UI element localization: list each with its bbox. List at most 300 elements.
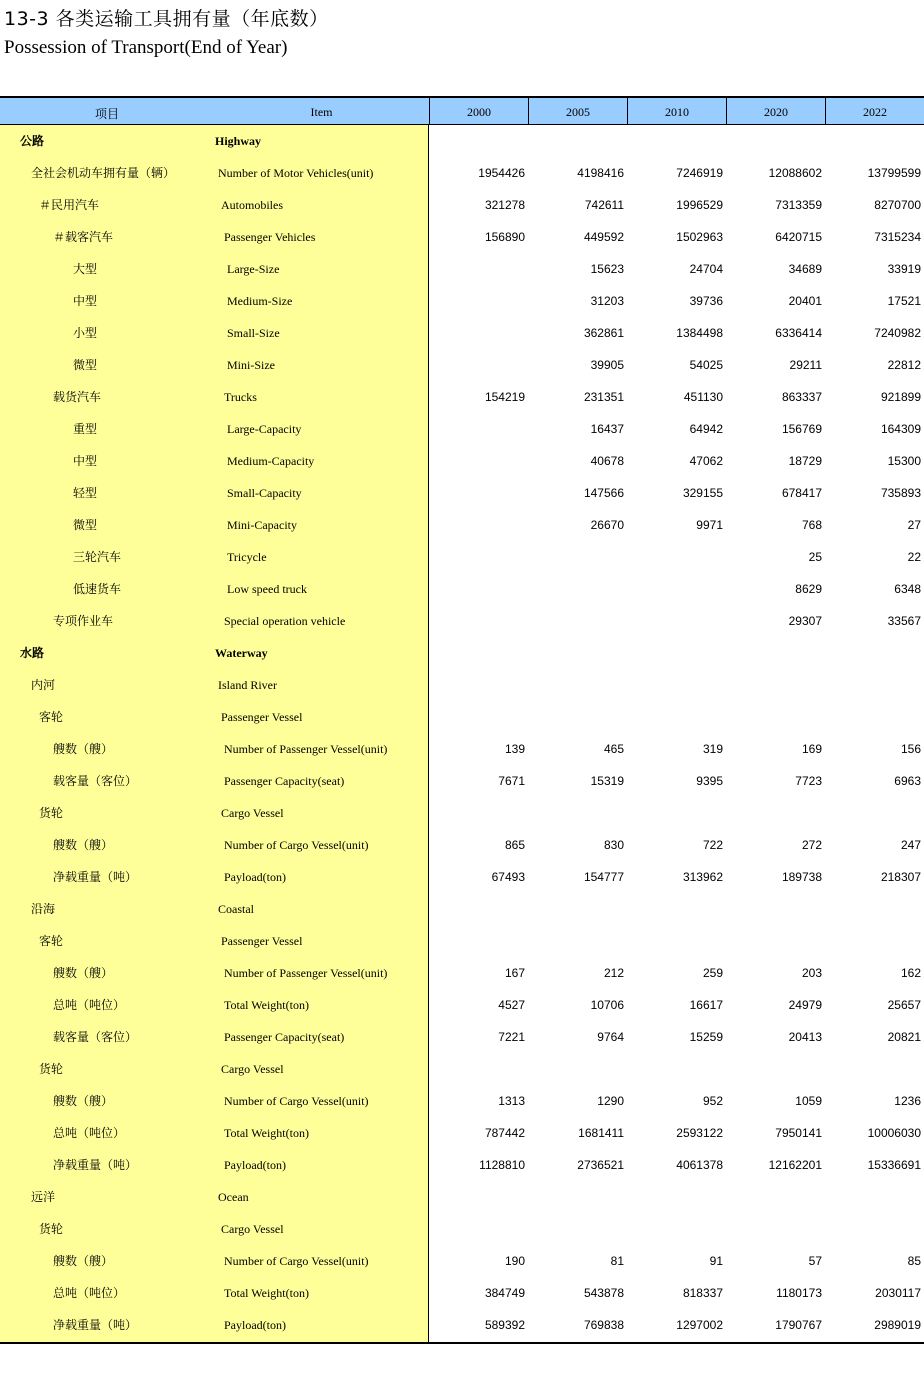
- table-title-cn: 13-3 各类运输工具拥有量（年底数）: [4, 8, 329, 30]
- cell-value-2005: [529, 1053, 624, 1085]
- table-row: [0, 893, 924, 925]
- cell-value-2000: [430, 477, 525, 509]
- row-label-cn: 货轮: [39, 806, 64, 820]
- cell-value-2022: 22: [907, 550, 921, 564]
- row-label-en: Number of Motor Vehicles(unit): [218, 166, 374, 180]
- cell-value-2010: 16617: [689, 998, 723, 1012]
- row-label-en: Total Weight(ton): [224, 1286, 309, 1300]
- row-label-en: Total Weight(ton): [224, 1126, 309, 1140]
- row-label-cn: 艘数（艘）: [53, 966, 114, 980]
- header-year: 2020: [726, 98, 825, 125]
- cell-value-2000: 190: [504, 1254, 525, 1268]
- row-label-en: Passenger Capacity(seat): [224, 774, 345, 788]
- cell-value-2000: [430, 701, 525, 733]
- cell-value-2010: 64942: [689, 422, 723, 436]
- row-label-en: Mini-Size: [227, 358, 275, 372]
- cell-value-2010: [628, 605, 723, 637]
- cell-value-2000: [430, 317, 525, 349]
- cell-value-2020: 20413: [788, 1030, 822, 1044]
- cell-value-2022: 162: [900, 966, 921, 980]
- cell-value-2022: 15336691: [867, 1158, 921, 1172]
- cell-value-2010: 952: [702, 1094, 723, 1108]
- cell-value-2020: 7723: [795, 774, 822, 788]
- table-row: [0, 637, 924, 669]
- table-row: [0, 765, 924, 797]
- table-row: [0, 125, 924, 157]
- header-year: 2022: [825, 98, 924, 125]
- table-row: [0, 509, 924, 541]
- cell-value-2020: 29211: [789, 358, 822, 372]
- cell-value-2000: [430, 925, 525, 957]
- cell-value-2010: [628, 925, 723, 957]
- cell-value-2010: 818337: [682, 1286, 723, 1300]
- cell-value-2010: 451130: [683, 390, 723, 404]
- table-row: [0, 669, 924, 701]
- row-label-cn: 内河: [31, 678, 56, 692]
- cell-value-2000: 1313: [498, 1094, 525, 1108]
- cell-value-2022: 7315234: [874, 230, 921, 244]
- cell-value-2005: [529, 1213, 624, 1245]
- cell-value-2005: 154777: [583, 870, 624, 884]
- row-label-cn: 总吨（吨位）: [53, 998, 126, 1012]
- table-row: [0, 445, 924, 477]
- cell-value-2010: [628, 573, 723, 605]
- row-label-en: Payload(ton): [224, 1158, 286, 1172]
- row-label-cn: 艘数（艘）: [53, 1254, 114, 1268]
- cell-value-2000: [430, 541, 525, 573]
- row-label-en: Total Weight(ton): [224, 998, 309, 1012]
- row-label-cn: 重型: [73, 422, 98, 436]
- row-label-cn: 微型: [73, 358, 98, 372]
- table-row: [0, 605, 924, 637]
- cell-value-2005: [529, 605, 624, 637]
- cell-value-2020: 6336414: [775, 326, 822, 340]
- table-row: [0, 381, 924, 413]
- cell-value-2005: 147566: [583, 486, 624, 500]
- cell-value-2020: 156769: [781, 422, 822, 436]
- row-label-en: Small-Size: [227, 326, 280, 340]
- cell-value-2005: 26670: [590, 518, 624, 532]
- cell-value-2020: 7313359: [775, 198, 822, 212]
- cell-value-2022: [826, 1181, 921, 1213]
- row-label-cn: 全社会机动车拥有量（辆）: [31, 166, 176, 180]
- table-row: [0, 1245, 924, 1277]
- row-label-en: Number of Cargo Vessel(unit): [224, 838, 369, 852]
- cell-value-2022: 25657: [887, 998, 921, 1012]
- table-row: [0, 477, 924, 509]
- row-label-en: Cargo Vessel: [221, 1222, 284, 1236]
- cell-value-2022: [826, 701, 921, 733]
- cell-value-2010: [628, 541, 723, 573]
- cell-value-2000: 1954426: [478, 166, 525, 180]
- cell-value-2022: 13799599: [867, 166, 921, 180]
- cell-value-2005: 10706: [590, 998, 624, 1012]
- cell-value-2022: 85: [907, 1254, 921, 1268]
- cell-value-2005: 40678: [590, 454, 624, 468]
- cell-value-2020: [727, 1053, 822, 1085]
- cell-value-2010: 319: [702, 742, 723, 756]
- cell-value-2022: 27: [907, 518, 921, 532]
- table-row: [0, 1277, 924, 1309]
- cell-value-2000: 589392: [484, 1318, 525, 1332]
- row-label-cn: ＃民用汽车: [39, 198, 100, 212]
- row-label-cn: ＃载客汽车: [53, 230, 114, 244]
- row-label-cn: 中型: [73, 454, 98, 468]
- row-label-cn: 公路: [20, 134, 45, 148]
- cell-value-2020: [727, 701, 822, 733]
- table-row: [0, 1149, 924, 1181]
- cell-value-2010: 39736: [689, 294, 723, 308]
- header-year: 2005: [528, 98, 627, 125]
- cell-value-2010: 91: [709, 1254, 723, 1268]
- cell-value-2005: 1681411: [578, 1126, 624, 1140]
- table-row: [0, 221, 924, 253]
- cell-value-2022: 921899: [880, 390, 921, 404]
- row-label-cn: 轻型: [73, 486, 98, 500]
- row-label-en: Number of Cargo Vessel(unit): [224, 1094, 369, 1108]
- cell-value-2000: 139: [504, 742, 525, 756]
- cell-value-2010: 15259: [689, 1030, 723, 1044]
- row-label-en: Trucks: [224, 390, 257, 404]
- cell-value-2022: 6348: [894, 582, 921, 596]
- cell-value-2022: [826, 1213, 921, 1245]
- cell-value-2010: 329155: [682, 486, 723, 500]
- cell-value-2010: 4061378: [676, 1158, 723, 1172]
- cell-value-2005: 449592: [583, 230, 624, 244]
- cell-value-2020: [727, 637, 822, 669]
- cell-value-2022: 2989019: [874, 1318, 921, 1332]
- row-label-en: Number of Passenger Vessel(unit): [224, 966, 388, 980]
- cell-value-2010: [628, 797, 723, 829]
- header-item-en: Item: [310, 105, 333, 119]
- cell-value-2000: 865: [504, 838, 525, 852]
- cell-value-2020: [727, 125, 822, 157]
- cell-value-2000: 384749: [484, 1286, 525, 1300]
- header-item-cn: 项目: [94, 107, 119, 121]
- row-label-cn: 净载重量（吨）: [53, 870, 138, 884]
- cell-value-2020: [727, 669, 822, 701]
- cell-value-2005: 9764: [597, 1030, 624, 1044]
- cell-value-2010: 7246919: [676, 166, 723, 180]
- cell-value-2022: 2030117: [875, 1286, 921, 1300]
- row-label-cn: 艘数（艘）: [53, 838, 114, 852]
- cell-value-2022: 247: [900, 838, 921, 852]
- cell-value-2005: [529, 701, 624, 733]
- row-label-cn: 艘数（艘）: [53, 742, 114, 756]
- row-label-cn: 总吨（吨位）: [53, 1286, 126, 1300]
- cell-value-2000: [430, 1181, 525, 1213]
- cell-value-2020: 1180173: [776, 1286, 822, 1300]
- cell-value-2000: [430, 637, 525, 669]
- cell-value-2022: 22812: [887, 358, 921, 372]
- row-label-en: Island River: [218, 678, 277, 692]
- table-row: [0, 157, 924, 189]
- table-row: [0, 1053, 924, 1085]
- cell-value-2000: 156890: [484, 230, 525, 244]
- cell-value-2020: 169: [801, 742, 822, 756]
- row-label-en: Cargo Vessel: [221, 1062, 284, 1076]
- row-label-en: Number of Passenger Vessel(unit): [224, 742, 388, 756]
- cell-value-2020: [727, 1181, 822, 1213]
- cell-value-2022: [826, 125, 921, 157]
- cell-value-2020: 863337: [781, 390, 822, 404]
- cell-value-2020: 18729: [788, 454, 822, 468]
- row-label-en: Cargo Vessel: [221, 806, 284, 820]
- cell-value-2010: [628, 1181, 723, 1213]
- table-row: [0, 989, 924, 1021]
- cell-value-2020: 29307: [788, 614, 822, 628]
- cell-value-2005: 742611: [584, 198, 624, 212]
- cell-value-2005: 4198416: [577, 166, 624, 180]
- row-label-cn: 远洋: [31, 1190, 56, 1204]
- table-row: [0, 349, 924, 381]
- row-label-cn: 中型: [73, 294, 98, 308]
- cell-value-2022: 8270700: [874, 198, 921, 212]
- table-row: [0, 541, 924, 573]
- cell-value-2005: [529, 637, 624, 669]
- cell-value-2005: 543878: [583, 1286, 624, 1300]
- cell-value-2005: 15623: [590, 262, 624, 276]
- row-label-en: Mini-Capacity: [227, 518, 297, 532]
- cell-value-2010: 313962: [682, 870, 723, 884]
- cell-value-2000: [430, 349, 525, 381]
- cell-value-2010: 47062: [689, 454, 723, 468]
- table-row: [0, 1181, 924, 1213]
- table-row: [0, 733, 924, 765]
- cell-value-2010: 9395: [696, 774, 723, 788]
- cell-value-2010: 54025: [689, 358, 723, 372]
- row-label-cn: 小型: [73, 326, 98, 340]
- table-row: [0, 701, 924, 733]
- table-row: [0, 189, 924, 221]
- row-label-en: Special operation vehicle: [224, 614, 346, 628]
- row-label-en: Payload(ton): [224, 870, 286, 884]
- cell-value-2020: [727, 893, 822, 925]
- cell-value-2022: 17521: [887, 294, 921, 308]
- row-label-en: Small-Capacity: [227, 486, 302, 500]
- cell-value-2022: [826, 637, 921, 669]
- cell-value-2010: [628, 125, 723, 157]
- cell-value-2022: 20821: [887, 1030, 921, 1044]
- table-row: [0, 1213, 924, 1245]
- cell-value-2022: 735893: [880, 486, 921, 500]
- cell-value-2005: 2736521: [577, 1158, 624, 1172]
- row-label-en: Medium-Size: [227, 294, 293, 308]
- cell-value-2020: 25: [808, 550, 822, 564]
- row-label-cn: 总吨（吨位）: [53, 1126, 126, 1140]
- row-label-cn: 客轮: [39, 934, 64, 948]
- cell-value-2022: [826, 797, 921, 829]
- cell-value-2000: [430, 253, 525, 285]
- cell-value-2000: [430, 413, 525, 445]
- cell-value-2000: 7221: [498, 1030, 525, 1044]
- cell-value-2022: [826, 1053, 921, 1085]
- row-label-en: Highway: [215, 134, 262, 148]
- row-label-cn: 沿海: [31, 902, 56, 916]
- cell-value-2022: [826, 669, 921, 701]
- table-header: [0, 96, 924, 125]
- cell-value-2000: [430, 669, 525, 701]
- cell-value-2010: 1384498: [676, 326, 723, 340]
- row-label-cn: 载货汽车: [53, 390, 102, 404]
- row-label-cn: 水路: [20, 646, 45, 660]
- cell-value-2020: 24979: [788, 998, 822, 1012]
- cell-value-2010: [628, 1053, 723, 1085]
- cell-value-2005: 362861: [583, 326, 624, 340]
- table-row: [0, 797, 924, 829]
- cell-value-2010: 1502963: [676, 230, 723, 244]
- row-label-cn: 大型: [73, 262, 98, 276]
- cell-value-2005: 830: [603, 838, 624, 852]
- cell-value-2022: 33919: [887, 262, 921, 276]
- cell-value-2000: 787442: [484, 1126, 525, 1140]
- cell-value-2005: 81: [610, 1254, 624, 1268]
- row-label-cn: 载客量（客位）: [53, 774, 138, 788]
- cell-value-2005: [529, 541, 624, 573]
- cell-value-2020: 6420715: [775, 230, 822, 244]
- row-label-en: Large-Size: [227, 262, 280, 276]
- row-label-en: Automobiles: [221, 198, 283, 212]
- cell-value-2010: 722: [702, 838, 723, 852]
- cell-value-2022: 156: [900, 742, 921, 756]
- cell-value-2000: [430, 605, 525, 637]
- cell-value-2005: 31203: [590, 294, 624, 308]
- row-label-en: Passenger Vehicles: [224, 230, 316, 244]
- cell-value-2005: 231351: [583, 390, 624, 404]
- cell-value-2010: 24704: [689, 262, 723, 276]
- cell-value-2005: 15319: [590, 774, 624, 788]
- cell-value-2020: 1059: [795, 1094, 822, 1108]
- cell-value-2020: 768: [801, 518, 822, 532]
- cell-value-2005: [529, 1181, 624, 1213]
- cell-value-2020: 34689: [788, 262, 822, 276]
- row-label-cn: 净载重量（吨）: [53, 1158, 138, 1172]
- cell-value-2000: 4527: [498, 998, 525, 1012]
- cell-value-2000: [430, 573, 525, 605]
- table-title-en: Possession of Transport(End of Year): [4, 37, 288, 58]
- cell-value-2010: 9971: [696, 518, 723, 532]
- cell-value-2000: [430, 1053, 525, 1085]
- cell-value-2010: [628, 1213, 723, 1245]
- cell-value-2020: 272: [801, 838, 822, 852]
- table-row: [0, 573, 924, 605]
- cell-value-2022: 15300: [887, 454, 921, 468]
- statistics-table: [0, 96, 924, 1342]
- table-row: [0, 253, 924, 285]
- cell-value-2022: [826, 925, 921, 957]
- cell-value-2020: [727, 797, 822, 829]
- table-row: [0, 1117, 924, 1149]
- row-label-en: Passenger Vessel: [221, 710, 303, 724]
- cell-value-2020: [727, 925, 822, 957]
- cell-value-2000: [430, 285, 525, 317]
- table-body: [0, 125, 924, 1342]
- cell-value-2000: 167: [504, 966, 525, 980]
- cell-value-2000: [430, 797, 525, 829]
- table-row: [0, 925, 924, 957]
- cell-value-2022: 218307: [880, 870, 921, 884]
- cell-value-2022: 10006030: [867, 1126, 921, 1140]
- row-label-en: Large-Capacity: [227, 422, 302, 436]
- cell-value-2020: 189738: [781, 870, 822, 884]
- cell-value-2005: 465: [603, 742, 624, 756]
- cell-value-2000: 7671: [498, 774, 525, 788]
- row-label-en: Passenger Capacity(seat): [224, 1030, 345, 1044]
- cell-value-2005: 39905: [590, 358, 624, 372]
- cell-value-2005: [529, 669, 624, 701]
- cell-value-2000: 1128810: [479, 1158, 525, 1172]
- cell-value-2005: 16437: [590, 422, 624, 436]
- cell-value-2005: [529, 125, 624, 157]
- cell-value-2005: 769838: [583, 1318, 624, 1332]
- row-label-cn: 低速货车: [73, 582, 122, 596]
- row-label-cn: 艘数（艘）: [53, 1094, 114, 1108]
- cell-value-2022: 1236: [894, 1094, 921, 1108]
- cell-value-2000: [430, 1213, 525, 1245]
- cell-value-2005: [529, 573, 624, 605]
- cell-value-2022: 33567: [887, 614, 921, 628]
- cell-value-2020: 203: [801, 966, 822, 980]
- cell-value-2020: 1790767: [775, 1318, 822, 1332]
- row-label-cn: 微型: [73, 518, 98, 532]
- cell-value-2022: [826, 893, 921, 925]
- cell-value-2020: 12162201: [768, 1158, 822, 1172]
- cell-value-2020: 57: [808, 1254, 822, 1268]
- table-bottom-border: [0, 1342, 924, 1344]
- cell-value-2022: 164309: [880, 422, 921, 436]
- row-label-en: Tricycle: [227, 550, 267, 564]
- cell-value-2010: 1297002: [676, 1318, 723, 1332]
- cell-value-2020: [727, 1213, 822, 1245]
- cell-value-2000: 67493: [491, 870, 525, 884]
- row-label-en: Payload(ton): [224, 1318, 286, 1332]
- cell-value-2020: 7950141: [775, 1126, 822, 1140]
- cell-value-2010: 1996529: [676, 198, 723, 212]
- cell-value-2010: [628, 701, 723, 733]
- cell-value-2000: [430, 445, 525, 477]
- row-label-en: Coastal: [218, 902, 254, 916]
- cell-value-2005: [529, 893, 624, 925]
- cell-value-2000: [430, 893, 525, 925]
- table-row: [0, 285, 924, 317]
- cell-value-2005: [529, 925, 624, 957]
- cell-value-2020: 12088602: [768, 166, 822, 180]
- cell-value-2000: 321278: [484, 198, 525, 212]
- cell-value-2010: [628, 669, 723, 701]
- row-label-cn: 净载重量（吨）: [53, 1318, 138, 1332]
- table-row: [0, 829, 924, 861]
- table-row: [0, 1021, 924, 1053]
- cell-value-2022: 6963: [894, 774, 921, 788]
- row-label-en: Ocean: [218, 1190, 249, 1204]
- row-label-en: Passenger Vessel: [221, 934, 303, 948]
- cell-value-2000: 154219: [484, 390, 525, 404]
- cell-value-2005: [529, 797, 624, 829]
- row-label-cn: 货轮: [39, 1062, 64, 1076]
- table-row: [0, 861, 924, 893]
- cell-value-2020: 8629: [795, 582, 822, 596]
- row-label-cn: 货轮: [39, 1222, 64, 1236]
- cell-value-2020: 678417: [781, 486, 822, 500]
- cell-value-2020: 20401: [788, 294, 822, 308]
- row-label-cn: 三轮汽车: [73, 550, 122, 564]
- table-row: [0, 317, 924, 349]
- header-year: 2010: [627, 98, 726, 125]
- cell-value-2000: [430, 509, 525, 541]
- row-label-en: Number of Cargo Vessel(unit): [224, 1254, 369, 1268]
- cell-value-2010: 259: [702, 966, 723, 980]
- row-label-cn: 载客量（客位）: [53, 1030, 138, 1044]
